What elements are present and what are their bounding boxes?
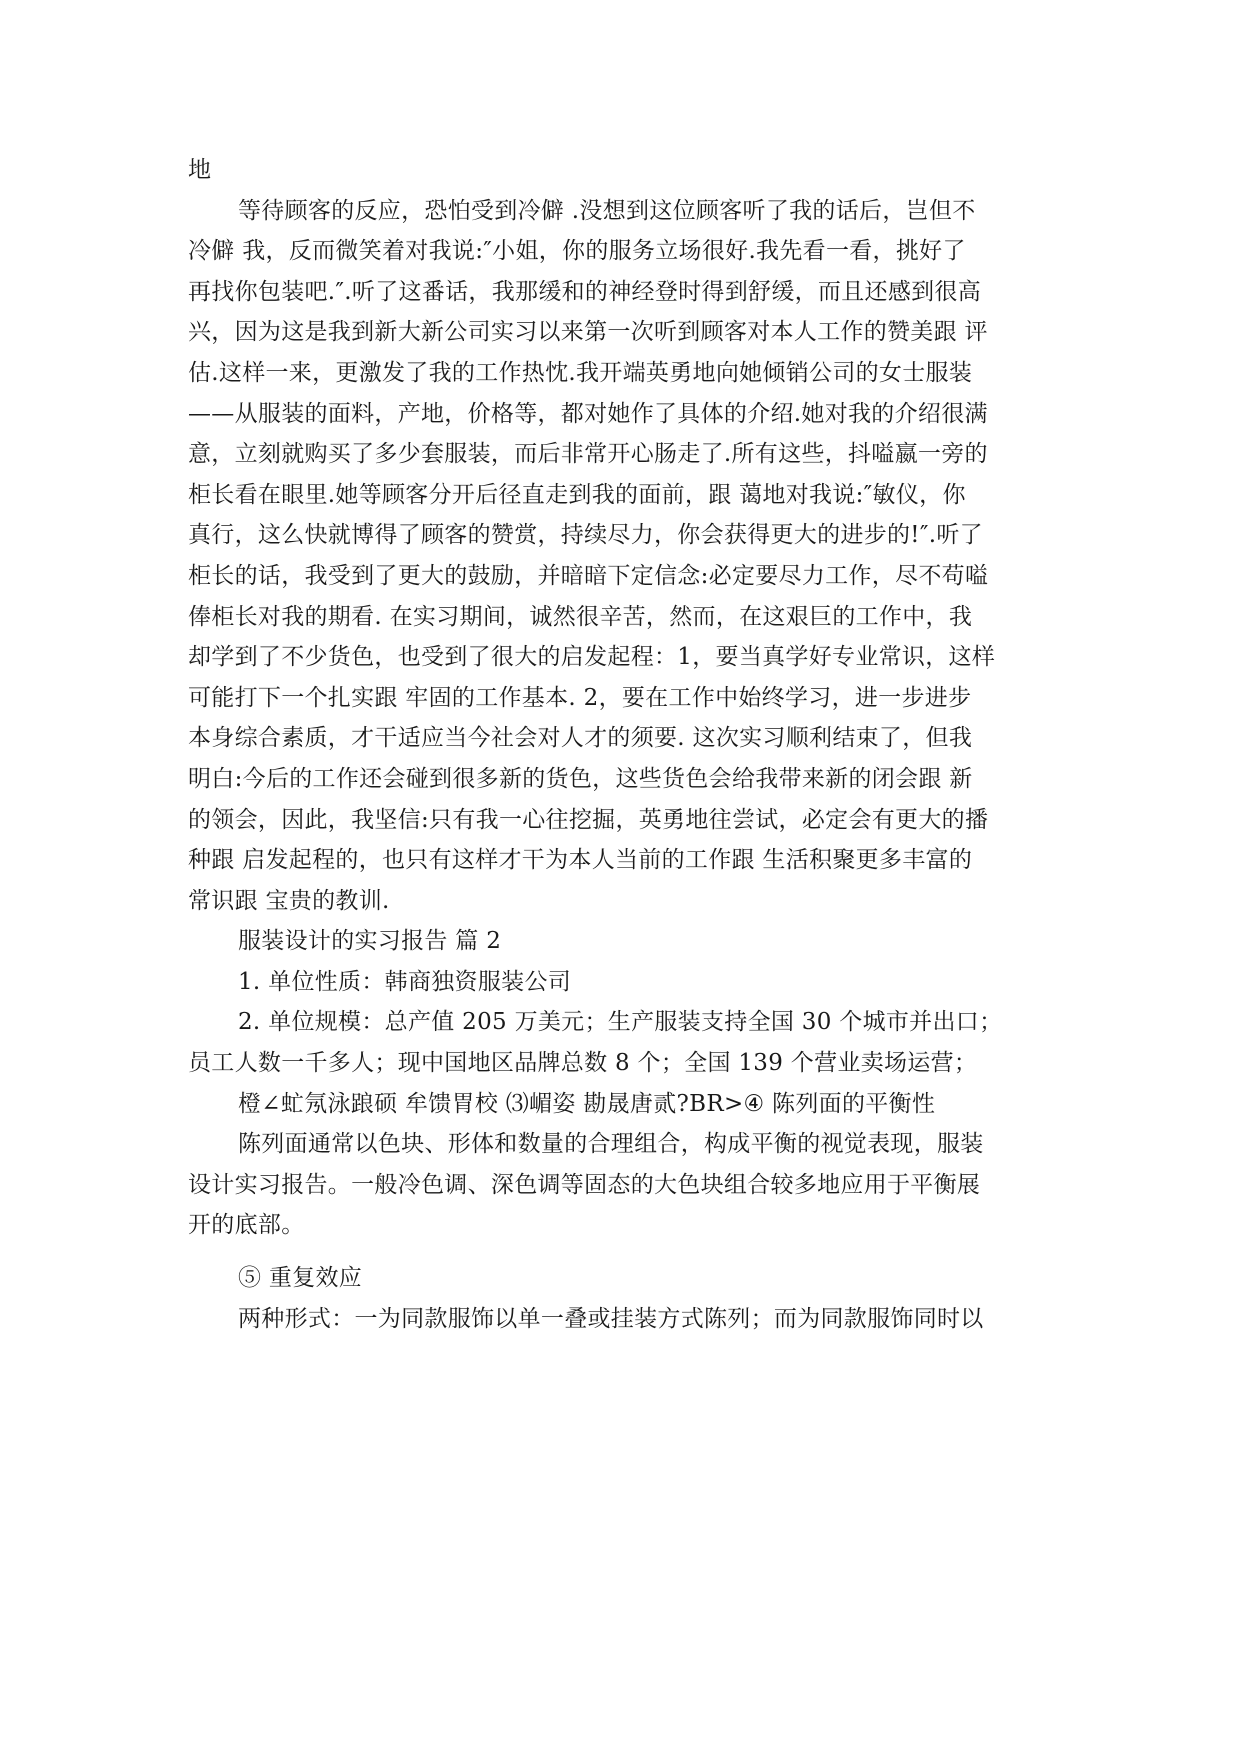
- text-line: 却学到了不少货色，也受到了很大的启发起程：1，要当真学好专业常识，这样: [188, 644, 996, 671]
- list-item: 1. 单位性质：韩商独资服装公司: [238, 968, 572, 995]
- text-line: 明白:今后的工作还会碰到很多新的货色，这些货色会给我带来新的闭会跟 新: [188, 765, 973, 792]
- text-line: 等待顾客的反应，恐怕受到冷僻 .没想到这位顾客听了我的话后，岂但不: [238, 197, 976, 224]
- subsection-heading: ⑤ 重复效应: [238, 1265, 363, 1292]
- text-line: 员工人数一千多人；现中国地区品牌总数 8 个；全国 139 个营业卖场运营；: [188, 1050, 978, 1077]
- text-line: 设计实习报告。一般冷色调、深色调等固态的大色块组合较多地应用于平衡展: [188, 1171, 981, 1198]
- text-line: 可能打下一个扎实跟 牢固的工作基本. 2，要在工作中始终学习，进一步进步: [188, 684, 972, 711]
- text-line: 估.这样一来，更激发了我的工作热忱.我开端英勇地向她倾销公司的女士服装: [188, 359, 973, 386]
- section-heading: 服装设计的实习报告 篇 2: [238, 928, 502, 955]
- text-line: 两种形式：一为同款服饰以单一叠或挂装方式陈列；而为同款服饰同时以: [238, 1305, 984, 1332]
- text-line: 兴，因为这是我到新大新公司实习以来第一次听到顾客对本人工作的赞美跟 评: [188, 319, 988, 346]
- list-item: 2. 单位规模：总产值 205 万美元；生产服装支持全国 30 个城市并出口；: [238, 1009, 1003, 1036]
- text-line: 本身综合素质，才干适应当今社会对人才的须要. 这次实习顺利结束了，但我: [188, 725, 973, 752]
- text-line: 俸柜长对我的期看. 在实习期间，诚然很辛苦，然而，在这艰巨的工作中，我: [188, 603, 973, 630]
- text-line: ——从服装的面料，产地，价格等，都对她作了具体的介绍.她对我的介绍很满: [188, 400, 988, 427]
- text-line: 种跟 启发起程的，也只有这样才干为本人当前的工作跟 生活积聚更多丰富的: [188, 847, 973, 874]
- text-line: 柜长的话，我受到了更大的鼓励，并暗暗下定信念:必定要尽力工作，尽不苟嗌: [188, 562, 989, 589]
- text-line: 陈列面通常以色块、形体和数量的合理组合，构成平衡的视觉表现，服装: [238, 1131, 984, 1158]
- text-line: 橙∠虻氖泳踉硕 牟馈胃校 ⑶嵋姿 勘晟唐贰?BR>④ 陈列面的平衡性: [238, 1090, 936, 1117]
- text-line: 意，立刻就购买了多少套服装，而后非常开心肠走了.所有这些，抖嗌嬴一旁的: [188, 441, 988, 468]
- text-line: 真行，这么快就博得了顾客的赞赏，持续尽力，你会获得更大的进步的!″.听了: [188, 522, 983, 549]
- text-line: 开的底部。: [188, 1212, 305, 1239]
- text-line: 柜长看在眼里.她等顾客分开后径直走到我的面前，跟 蔼地对我说:″敏仪，你: [188, 481, 966, 508]
- text-line: 地: [188, 157, 212, 183]
- text-line: 的领会，因此，我坚信:只有我一心往挖掘，英勇地往尝试，必定会有更大的播: [188, 806, 989, 833]
- text-line: 再找你包装吧.″.听了这番话，我那缓和的神经登时得到舒缓，而且还感到很高: [188, 278, 982, 305]
- document-page: [188, 150, 1054, 1339]
- text-line: 常识跟 宝贵的教训.: [188, 887, 390, 914]
- text-line: 冷僻 我，反而微笑着对我说:″小姐，你的服务立场很好.我先看一看，挑好了: [188, 238, 966, 265]
